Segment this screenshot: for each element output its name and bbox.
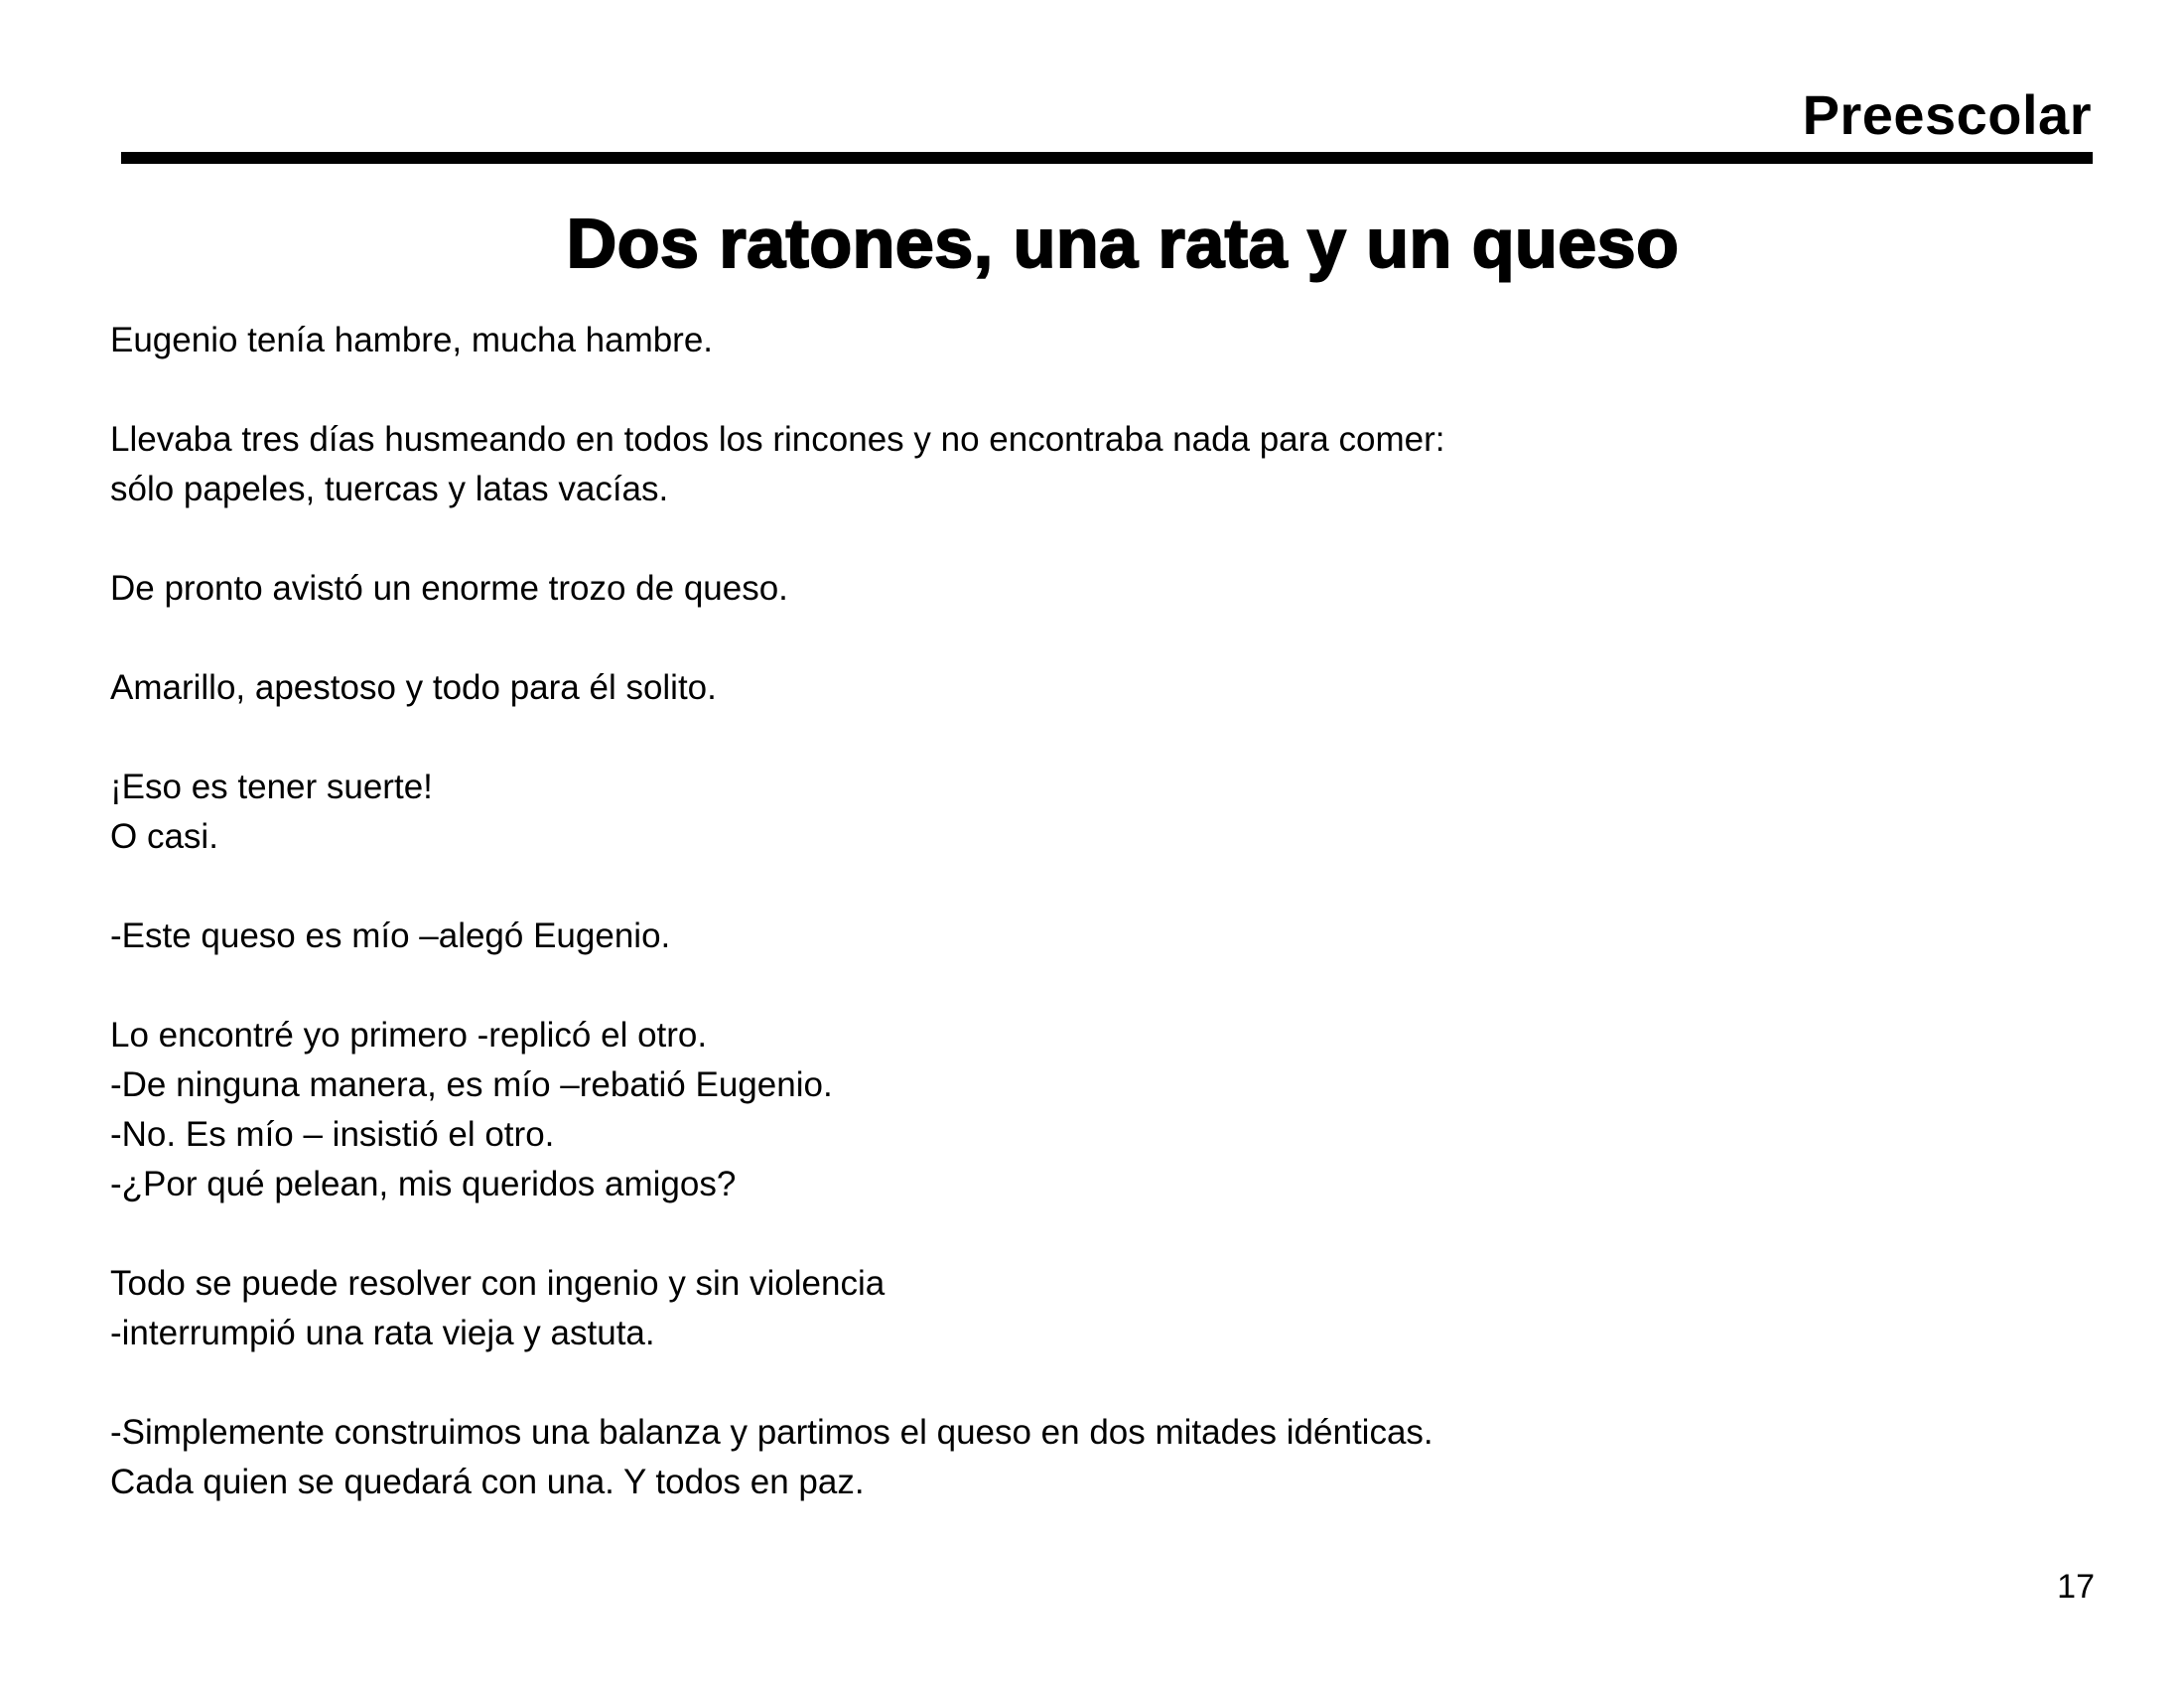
text-line: -De ninguna manera, es mío –rebatió Eugenio.: [110, 1065, 833, 1104]
paragraph: [110, 1011, 1996, 1209]
text-line: Amarillo, apestoso y todo para él solito.: [110, 668, 717, 707]
text-line: Cada quien se quedará con una. Y todos en paz.: [110, 1463, 865, 1501]
paragraph: [110, 316, 1996, 365]
text-line: Todo se puede resolver con ingenio y sin violencia: [110, 1264, 886, 1303]
page-number: 17: [2057, 1568, 2095, 1606]
paragraph: [110, 663, 1996, 713]
paragraph: [110, 1408, 1996, 1507]
text-line: -No. Es mío – insistió el otro.: [110, 1115, 555, 1154]
text-line: De pronto avistó un enorme trozo de queso.: [110, 569, 788, 608]
text-line: -interrumpió una rata vieja y astuta.: [110, 1314, 655, 1352]
story-title: Dos ratones, una rata y un queso: [566, 205, 1680, 282]
header-rule: [121, 152, 2093, 164]
paragraph: [110, 763, 1996, 862]
story-body: [110, 316, 1996, 1557]
paragraph: [110, 1259, 1996, 1358]
text-line: sólo papeles, tuercas y latas vacías.: [110, 470, 669, 508]
text-line: -Este queso es mío –alegó Eugenio.: [110, 916, 671, 955]
paragraph: [110, 564, 1996, 614]
text-line: -¿Por qué pelean, mis queridos amigos?: [110, 1165, 737, 1203]
text-line: Lo encontré yo primero -replicó el otro.: [110, 1016, 708, 1055]
paragraph: [110, 415, 1996, 514]
text-line: Eugenio tenía hambre, mucha hambre.: [110, 321, 714, 359]
text-line: Llevaba tres días husmeando en todos los rincones y no encontraba nada para comer:: [110, 420, 1445, 459]
paragraph: [110, 912, 1996, 961]
text-line: -Simplemente construimos una balanza y partimos el queso en dos mitades idénticas.: [110, 1413, 1433, 1452]
text-line: ¡Eso es tener suerte!: [110, 768, 433, 806]
section-label: Preescolar: [1802, 83, 2092, 146]
text-line: O casi.: [110, 817, 218, 856]
